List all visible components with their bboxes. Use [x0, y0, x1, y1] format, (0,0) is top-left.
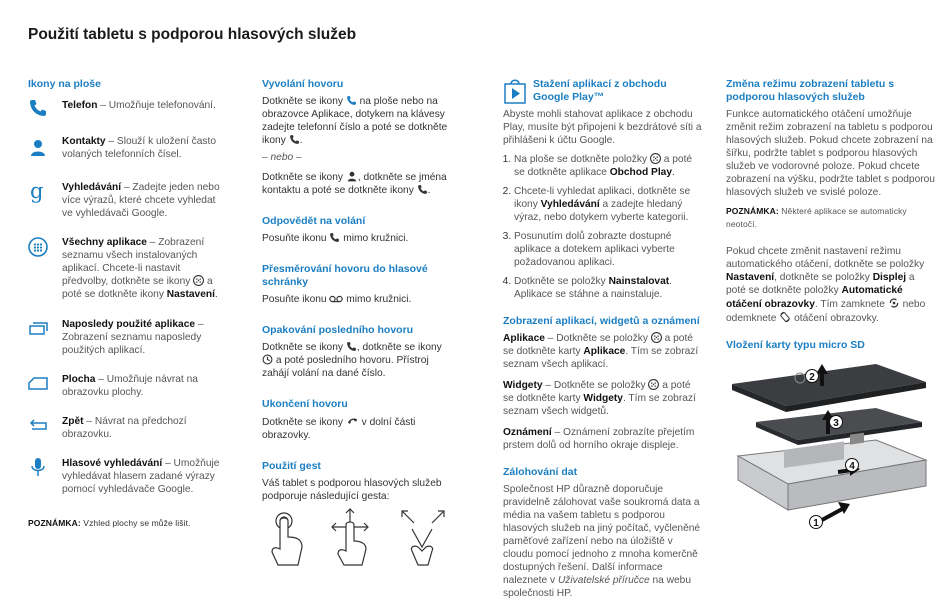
- svg-text:2: 2: [809, 372, 815, 383]
- column-play: [503, 78, 703, 600]
- sd-card-illustration: [726, 360, 936, 540]
- redial-phone-icon: [346, 341, 357, 352]
- answer-heading: Odpovědět na volání: [262, 215, 366, 227]
- backup-heading: Zálohování dat: [503, 466, 578, 478]
- answer-text: Posuňte ikonu mimo kružnici.: [262, 233, 409, 244]
- callout-4: [846, 459, 859, 473]
- item-recent-name: Naposledy použité aplikace: [62, 319, 196, 330]
- item-voice-desc: – Umožňuje vyhledávat hlasem zadané výrazy pomocí vyhledávače Google.: [62, 458, 220, 495]
- play-step-1: 1. Na ploše se dotkněte položky a poté se dotkněte aplikace Obchod Play.: [514, 153, 703, 179]
- home-icon: [28, 373, 48, 393]
- redial-heading: Opakování posledního hovoru: [262, 324, 414, 336]
- item-all-apps-desc: – Zobrazení seznamu všech instalovaných aplikací. Chcete-li nastavit předvolby, dotkněte se ikony: [62, 237, 205, 287]
- calling-text-2: Dotkněte se ikony , dotkněte se jména kontaktu a poté se dotkněte ikony .: [262, 172, 447, 196]
- sd-heading: Vložení karty typu micro SD: [726, 339, 865, 351]
- microphone-icon: [28, 457, 48, 477]
- item-all-apps-settings: Nastavení: [166, 289, 215, 300]
- auto-rotate-icon: [779, 311, 791, 323]
- item-search-name: Vyhledávání: [62, 182, 122, 193]
- all-apps-inline-icon-2: [650, 153, 661, 164]
- svg-text:4: 4: [849, 461, 855, 472]
- item-contacts-desc: – Slouží k uložení často volaných telefonních čísel.: [62, 136, 217, 160]
- column-orientation: [726, 78, 936, 544]
- item-voice: [28, 457, 228, 517]
- swipe-gesture-icon: [332, 509, 368, 565]
- item-all-apps-name: Všechny aplikace: [62, 237, 147, 248]
- item-back-name: Zpět: [62, 416, 84, 427]
- play-step-2: 2. Chcete-li vyhledat aplikaci, dotkněte se ikony Vyhledávání a zadejte hledaný výraz, nebo dotykem vyberte kategorii.: [514, 185, 703, 224]
- all-apps-inline-icon-3: [651, 332, 662, 343]
- endcall-heading: Ukončení hovoru: [262, 398, 348, 410]
- svg-text:1: 1: [813, 518, 819, 529]
- callout-3: [830, 416, 843, 430]
- phone-icon: [28, 98, 48, 118]
- item-recent-desc: – Zobrazení seznamu naposledy použitých aplikací.: [62, 319, 204, 356]
- orientation-note: POZNÁMKA: Některé aplikace se automaticky neotočí.: [726, 206, 907, 229]
- calling-heading: Vyvolání hovoru: [262, 78, 344, 90]
- item-phone-desc: – Umožňuje telefonování.: [97, 100, 216, 111]
- play-store-icon: [503, 78, 527, 104]
- back-icon: [28, 414, 48, 434]
- orientation-text: Funkce automatického otáčení umožňuje změnit režim zobrazení na tabletu s podporou hlasových služeb. Pokud chcete zobrazení na šířku, podržte tablet s podporou hlasových služeb ve vodorovné poloze. Pokud chcete zobrazení na výšku, podržte tablet s podporou hlasových služeb ve svislé poloze.: [726, 109, 935, 198]
- voicemail-heading: Přesměrování hovoru do hlasové schránky: [262, 263, 428, 288]
- device-body-shape: [738, 433, 926, 510]
- insert-arrow-1: [822, 502, 850, 520]
- play-step-4: 4. Dotkněte se položky Nainstalovat. Aplikace se stáhne a nainstaluje.: [514, 275, 703, 301]
- view-apps-text: Aplikace – Dotkněte se položky a poté se dotkněte karty Aplikace. Tím se zobrazí seznam všech aplikací.: [503, 333, 699, 370]
- calling-or: – nebo –: [262, 152, 302, 163]
- column-home-icons: [28, 78, 228, 530]
- home-icons-note: [28, 517, 228, 530]
- note-text: Vzhled plochy se může lišit.: [80, 518, 191, 528]
- item-back: [28, 415, 228, 457]
- item-home: [28, 373, 228, 415]
- view-notif-text: Oznámení – Oznámení zobrazíte přejetím prstem dolů od horního okraje displeje.: [503, 427, 695, 451]
- gestures-heading: Použití gest: [262, 460, 321, 472]
- calling-text: Dotkněte se ikony na ploše nebo na obrazovce Aplikace, dotykem na klávesy zadejte telefonní číslo a poté se dotkněte ikony .: [262, 96, 448, 146]
- column-calls: [262, 78, 452, 571]
- answer-phone-icon: [329, 232, 340, 243]
- orientation-settings-text: Pokud chcete změnit nastavení režimu automatického otáčení, dotkněte se položky Nastavení, dotkněte se položky Displej a poté se dotkněte položky Automatické otáčení obrazovky. Tím zamknete nebo odemknete otáčení obrazovky.: [726, 246, 926, 324]
- gestures-illustration: [262, 507, 452, 567]
- end-call-icon: [346, 415, 359, 427]
- item-contacts-name: Kontakty: [62, 136, 106, 147]
- voicemail-icon: [329, 294, 343, 304]
- note-label: POZNÁMKA:: [28, 518, 81, 528]
- item-back-desc: – Návrat na předchozí obrazovku.: [62, 416, 187, 440]
- phone-inline-icon: [346, 95, 357, 106]
- home-icons-heading: Ikony na ploše: [28, 78, 101, 90]
- item-home-name: Plocha: [62, 374, 96, 385]
- backup-text: Společnost HP důrazně doporučuje pravidelně zálohovat vaše soukromá data a média na vašem tabletu s podporou hlasových služeb na jiný počítač, vyčleněné paměťové zařízení nebo na úložiště v cloudu pomocí jednoho z mnoha komerčně dostupných řešení. Další informace naleznete v Uživatelské příručce na webu společnosti HP.: [503, 484, 701, 599]
- item-recent: [28, 318, 228, 373]
- item-home-desc: – Umožňuje návrat na obrazovku plochy.: [62, 374, 198, 398]
- item-voice-name: Hlasové vyhledávání: [62, 458, 163, 469]
- all-apps-inline-icon-4: [648, 379, 659, 390]
- item-search-desc: – Zadejte jeden nebo více výrazů, které chcete vyhledat ve vyhledávači Google.: [62, 182, 220, 219]
- item-all-apps: [28, 236, 228, 318]
- contact-inline-icon: [346, 170, 358, 182]
- page-title: Použití tabletu s podporou hlasových služeb: [28, 26, 357, 43]
- play-step-3: 3. Posunutím dolů zobrazte dostupné aplikace a dotekem aplikaci vyberte požadovanou aplikaci.: [514, 230, 703, 269]
- item-phone-name: Telefon: [62, 100, 98, 111]
- back-cover-shape: [732, 364, 926, 412]
- view-apps-heading: Zobrazení aplikací, widgetů a oznámení: [503, 315, 700, 327]
- item-contacts: [28, 135, 228, 181]
- google-search-icon: g: [30, 179, 44, 203]
- orientation-heading: Změna režimu zobrazení tabletu s podporou hlasových služeb: [726, 78, 895, 103]
- phone-inline-icon-2: [289, 134, 300, 145]
- recent-apps-icon: [28, 318, 48, 338]
- endcall-text: Dotkněte se ikony v dolní části obrazovky.: [262, 417, 416, 441]
- play-heading-row: [503, 78, 703, 108]
- play-steps: [503, 153, 703, 301]
- play-intro: Abyste mohli stahovat aplikace z obchodu Play, musíte být připojeni k bezdrátové síti a přihlášeni k účtu Google.: [503, 109, 702, 146]
- svg-text:3: 3: [833, 418, 839, 429]
- tap-gesture-icon: [272, 513, 302, 565]
- contacts-icon: [28, 137, 48, 157]
- voicemail-text: Posuňte ikonu mimo kružnici.: [262, 294, 412, 305]
- all-apps-inline-icon: [193, 275, 204, 286]
- callout-1: [810, 516, 823, 530]
- redial-text: Dotkněte se ikony , dotkněte se ikony a poté posledního hovoru. Přístroj zahájí volání na dané číslo.: [262, 342, 442, 379]
- view-widgets-text: Widgety – Dotkněte se položky a poté se dotkněte karty Widgety. Tím se zobrazí seznam všech widgetů.: [503, 380, 696, 417]
- gestures-text: Váš tablet s podporou hlasových služeb podporuje následující gesta:: [262, 478, 442, 502]
- item-all-apps-end: .: [214, 289, 218, 300]
- recent-calls-icon: [262, 354, 273, 365]
- play-heading: Stažení aplikací z obchodu Google Play™: [533, 78, 667, 103]
- all-apps-icon: [28, 237, 48, 257]
- phone-inline-icon-3: [417, 184, 428, 195]
- callout-2: [806, 370, 819, 384]
- item-phone: [28, 99, 228, 135]
- rotation-lock-icon: [888, 297, 900, 309]
- pinch-gesture-icon: [402, 511, 444, 565]
- item-search: [28, 181, 228, 236]
- item-all-apps-desc2: a poté se dotkněte ikony: [62, 276, 213, 300]
